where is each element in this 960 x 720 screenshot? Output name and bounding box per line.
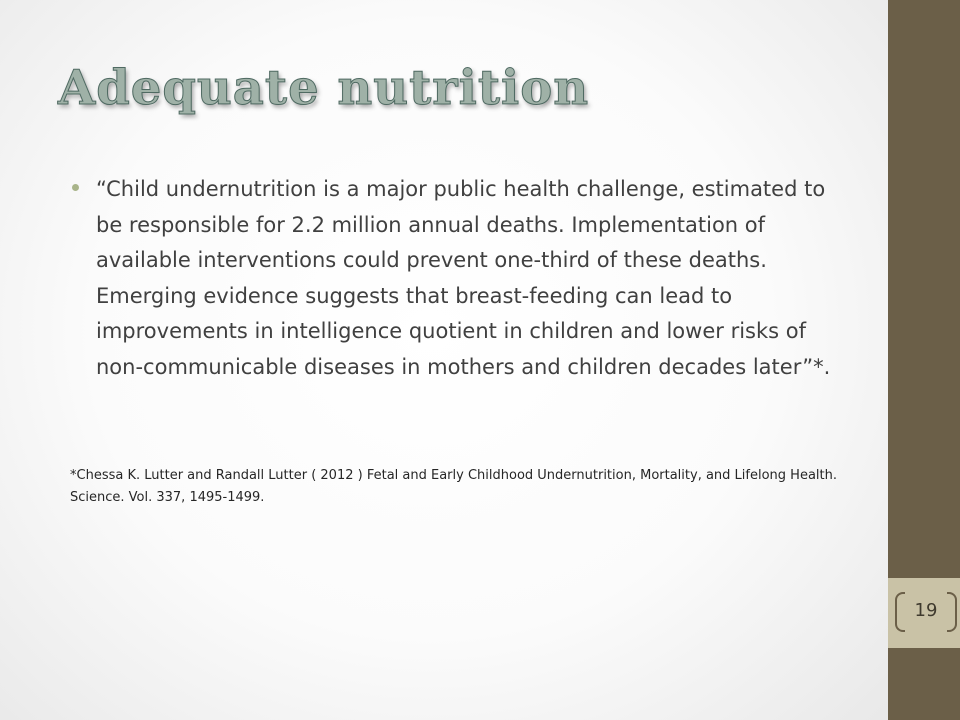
slide-number-badge [895, 592, 957, 634]
citation: *Chessa K. Lutter and Randall Lutter ( 2012 ) Fetal and Early Childhood Undernutrition, Mortality, and Lifelong Health. Science. Vol. 337, 1495-1499. [70, 468, 837, 505]
bullet-text: “Child undernutrition is a major public health challenge, estimated to be responsible for 2.2 million annual deaths. Implementation of available interventions could prevent one-third of these deaths. Emerging evidence suggests that breast-feeding can lead to improvements in intelligence quotient in children and lower risks of non-communicable diseases in mothers and children decades later”*. [96, 177, 831, 379]
bullet-dot-icon [72, 184, 79, 191]
right-bracket-icon [947, 592, 957, 632]
slide-title: Adequate nutrition [58, 60, 590, 116]
slide-number: 19 [914, 600, 938, 621]
